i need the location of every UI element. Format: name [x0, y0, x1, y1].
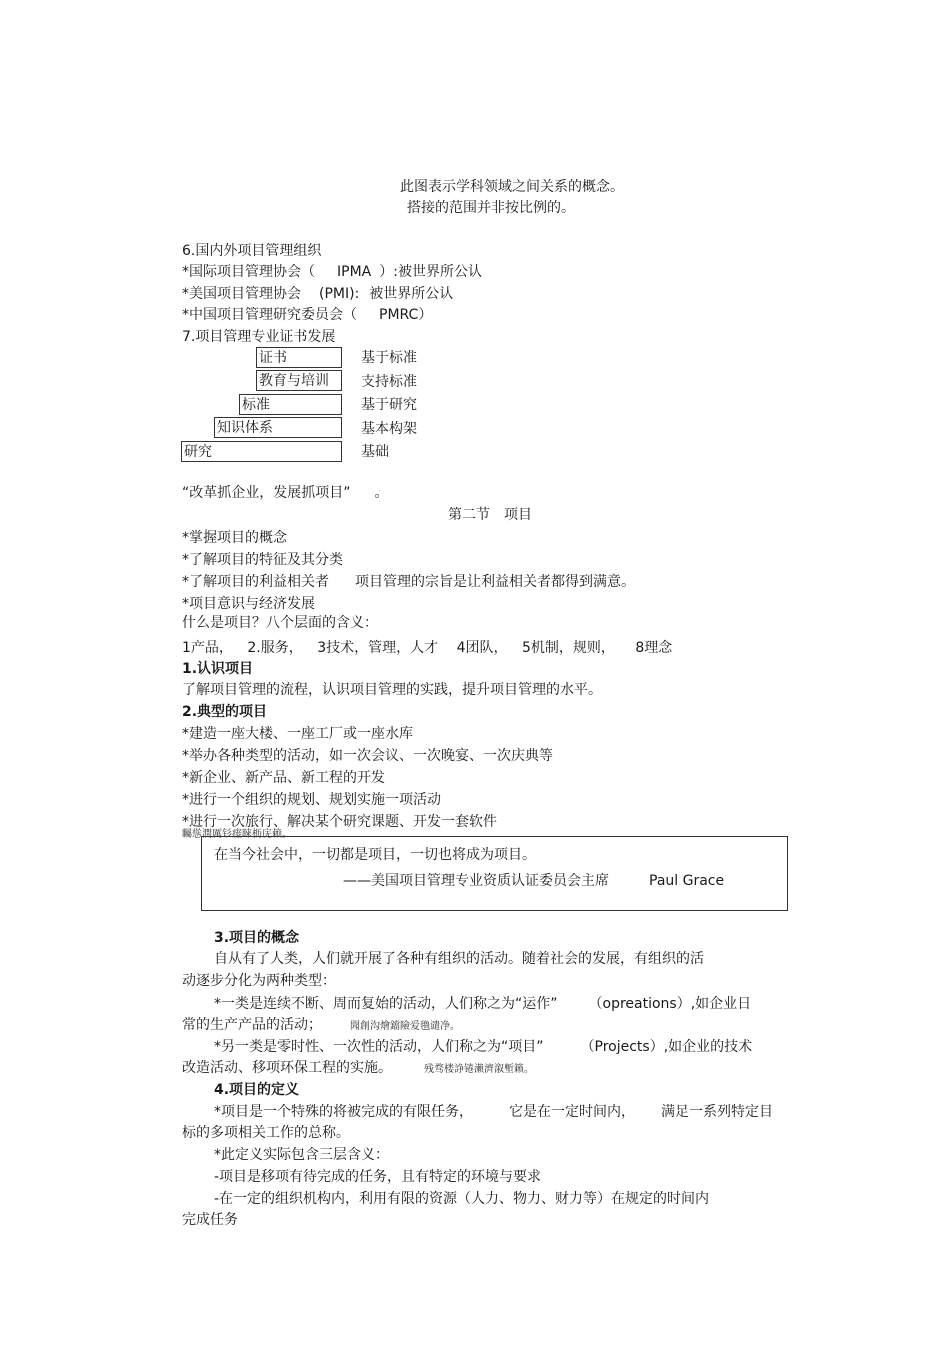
- section-6-title: 6.国内外项目管理组织: [182, 243, 322, 259]
- cert-level-desc: 基于标准: [361, 350, 417, 366]
- s2-title: 2.典型的项目: [182, 704, 268, 720]
- section-heading: [448, 506, 532, 524]
- s1-body: 了解项目管理的流程，认识项目管理的实践，提升项目管理的水平。: [182, 682, 602, 698]
- s3-title: 3.项目的概念: [214, 930, 300, 946]
- org-suffix: ）: [418, 307, 433, 323]
- typical-item: *建造一座大楼、一座工厂或一座水库: [182, 726, 413, 742]
- org-abbr: PMRC: [379, 307, 419, 323]
- objective-note: 项目管理的宗旨是让利益相关者都得到满意。: [355, 574, 635, 590]
- cert-level-desc: 基本构架: [361, 421, 417, 437]
- cert-level-desc: 支持标准: [361, 374, 417, 390]
- s3-p3-en: （Projects）,如企业的技术: [587, 1039, 753, 1055]
- s4-p4-line2: 完成任务: [182, 1212, 238, 1228]
- slogan: [182, 484, 389, 502]
- typical-item: *举办各种类型的活动，如一次会议、一次晚宴、一次庆典等: [182, 748, 553, 764]
- cert-level-box: 教育与培训: [256, 370, 342, 391]
- s3-p2-en: （opreations）,如企业日: [595, 996, 752, 1012]
- cert-level-box: 知识体系: [214, 417, 342, 438]
- quote-author: Paul Grace: [649, 873, 725, 889]
- eight-items: [182, 639, 672, 657]
- objective-item: *了解项目的特征及其分类: [182, 552, 343, 568]
- org-abbr: (PMI):: [319, 286, 360, 302]
- eight-question: 什么是项目？八个层面的含义：: [182, 615, 378, 631]
- s3-p2-line2: [182, 1016, 460, 1036]
- objective-item: [182, 573, 635, 591]
- s4-p1-line2: 标的多项相关工作的总称。: [182, 1125, 350, 1141]
- section-label: 第二节: [448, 507, 490, 523]
- org-item-pmi: [182, 285, 453, 303]
- eight-item: 3技术，管理，人才: [317, 640, 439, 656]
- s3-p2-text: *一类是连续不断、周而复始的活动，人们称之为“运作”: [214, 996, 558, 1012]
- s3-p2-line1: [214, 995, 751, 1013]
- s3-p3-line2: [182, 1059, 534, 1079]
- org-abbr: IPMA: [337, 264, 372, 280]
- org-suffix: 被世界所公认: [369, 286, 454, 302]
- s4-p1-b: 它是在一定时间内，: [509, 1104, 635, 1120]
- objective-item: *掌握项目的概念: [182, 530, 287, 546]
- garbled-text: 残骛楼諍锩瀨濟溆塹籟。: [424, 1064, 534, 1075]
- s4-title: 4.项目的定义: [214, 1082, 300, 1098]
- caption-line-2: 搭接的范围并非按比例的。: [407, 200, 575, 216]
- s3-p1-line1: 自从有了人类，人们就开展了各种有组织的活动。随着社会的发展，有组织的活: [214, 951, 704, 967]
- cert-level-desc: 基于研究: [361, 397, 417, 413]
- objective-text: *了解项目的利益相关者: [182, 574, 329, 590]
- s3-p1-line2: 动逐步分化为两种类型：: [182, 973, 336, 989]
- org-item-ipma: [182, 263, 482, 281]
- s4-p4-line1: -在一定的组织机构内，利用有限的资源（人力、物力、财力等）在规定的时间内: [214, 1191, 710, 1207]
- s1-title: 1.认识项目: [182, 661, 254, 677]
- quote-attrib-text: ——美国项目管理专业资质认证委员会主席: [343, 873, 609, 889]
- s4-p1-a: *项目是一个特殊的将被完成的有限任务，: [214, 1104, 473, 1120]
- cert-level-box: 研究: [181, 441, 342, 462]
- org-prefix: *美国项目管理协会: [182, 286, 301, 302]
- section-title: 项目: [504, 507, 532, 523]
- s4-p1-c: 满足一系列特定目: [661, 1104, 773, 1120]
- typical-item: *新企业、新产品、新工程的开发: [182, 770, 385, 786]
- s3-p3-text2: 改造活动、移项环保工程的实施。: [182, 1060, 392, 1076]
- org-item-pmrc: [182, 306, 432, 324]
- eight-item: 1产品，: [182, 640, 233, 656]
- caption-line-1: 此图表示学科领域之间关系的概念。: [400, 179, 624, 195]
- eight-item: 8理念: [635, 640, 673, 656]
- cert-level-box: 标准: [239, 394, 342, 415]
- s3-p2-text2: 常的生产产品的活动；: [182, 1017, 322, 1033]
- garbled-text: 矚慫潤厲钐瘗睞枥庑赖。: [182, 829, 292, 840]
- org-prefix: *中国项目管理研究委员会（: [182, 307, 357, 323]
- s3-p3-line1: [214, 1038, 752, 1056]
- org-prefix: *国际项目管理协会（: [182, 264, 315, 280]
- typical-item: *进行一次旅行、解决某个研究课题、开发一套软件: [182, 814, 497, 830]
- quote-attribution: [343, 872, 724, 890]
- typical-item: *进行一个组织的规划、规划实施一项活动: [182, 792, 441, 808]
- objective-item: *项目意识与经济发展: [182, 596, 315, 612]
- section-7-title: 7.项目管理专业证书发展: [182, 329, 336, 345]
- s4-p1-line1: [214, 1103, 773, 1121]
- slogan-end: 。: [374, 485, 389, 501]
- garbled-text: 聞創沟燴鐺險爱氇谴净。: [350, 1021, 460, 1032]
- s4-p3: -项目是移项有待完成的任务，且有特定的环境与要求: [214, 1169, 542, 1185]
- eight-item: 2.服务，: [247, 640, 303, 656]
- s4-p2: *此定义实际包含三层含义：: [214, 1147, 389, 1163]
- s3-p3-text: *另一类是零时性、一次性的活动，人们称之为“项目”: [214, 1039, 544, 1055]
- cert-level-desc: 基础: [361, 444, 389, 460]
- org-suffix: ）:被世界所公认: [379, 264, 482, 280]
- slogan-text: “改革抓企业，发展抓项目”: [182, 485, 351, 501]
- eight-item: 4团队，: [456, 640, 508, 656]
- cert-level-box: 证书: [256, 347, 342, 368]
- quote-text: 在当今社会中，一切都是项目，一切也将成为项目。: [214, 847, 536, 863]
- eight-item: 5机制，规则，: [521, 640, 615, 656]
